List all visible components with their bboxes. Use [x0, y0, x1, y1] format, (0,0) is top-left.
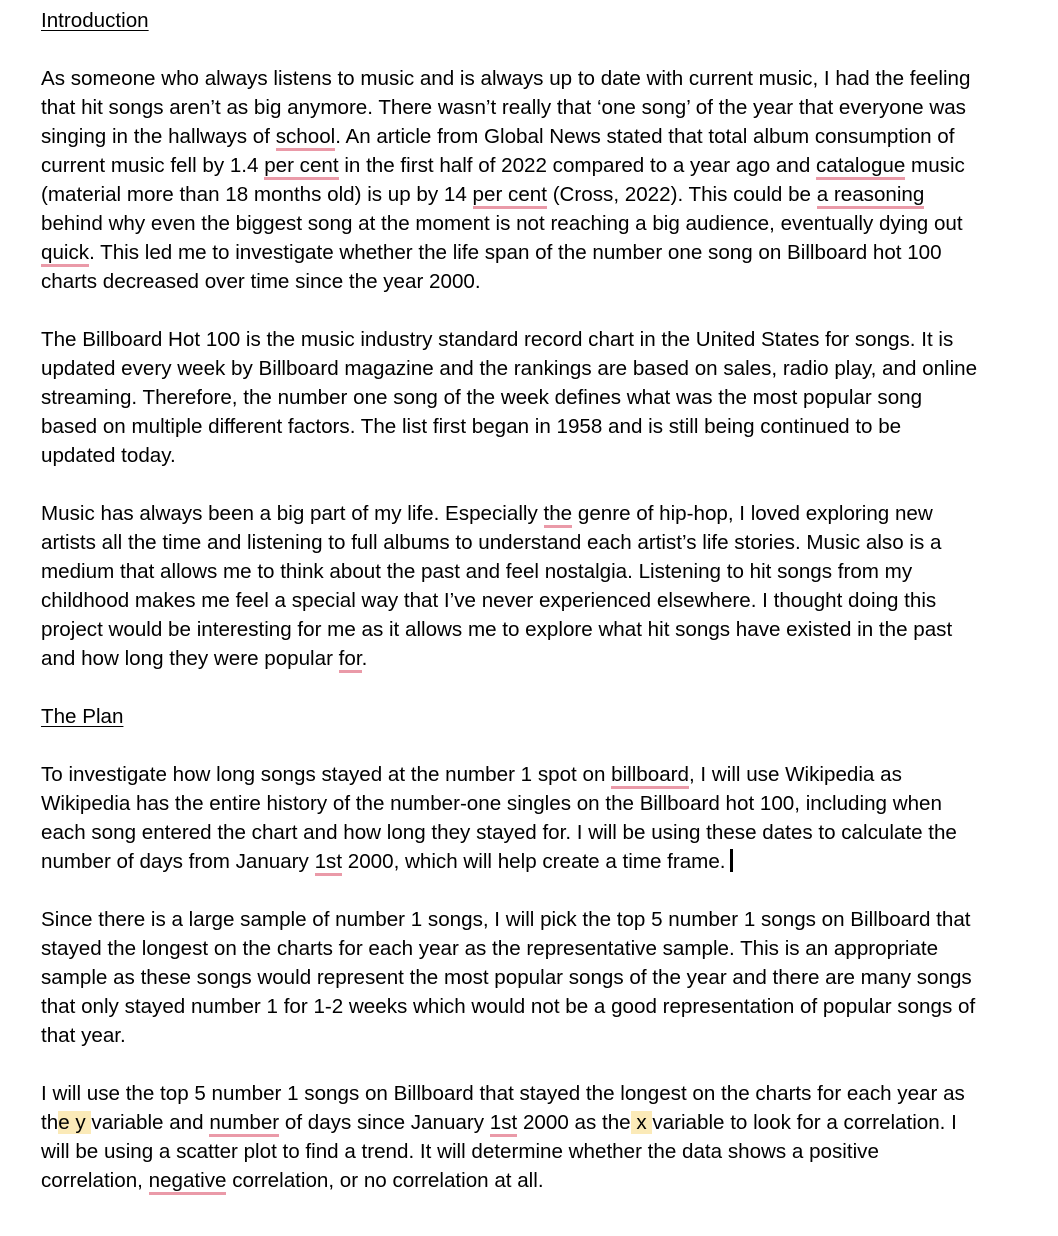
plan-paragraph-1[interactable]: To investigate how long songs stayed at the number 1 spot on billboard, I will use Wikipedia as Wikipedia has the entire history of the number-one singles on the Billboard hot 100, including when each song entered the chart and how long they stayed for. I will be using these dates to calculate the number of days from January 1st 2000, which will help create a time frame. [41, 760, 981, 876]
spellcheck-word[interactable]: for [339, 647, 362, 673]
text-cursor [730, 849, 733, 872]
spellcheck-word[interactable]: per cent [473, 183, 547, 209]
spellcheck-word[interactable]: number [209, 1111, 279, 1137]
spellcheck-word[interactable]: catalogue [816, 154, 905, 180]
introduction-heading: Introduction [41, 9, 149, 32]
highlighted-text[interactable]: x [630, 1111, 653, 1134]
document-page[interactable] [41, 6, 981, 1195]
intro-paragraph-2[interactable]: The Billboard Hot 100 is the music industry standard record chart in the United States for songs. It is updated every week by Billboard magazine and the rankings are based on sales, radio play, and online streaming. Therefore, the number one song of the week defines what was the most popular song based on multiple different factors. The list first began in 1958 and is still being continued to be updated today. [41, 328, 978, 467]
highlighted-text[interactable]: e y [58, 1111, 92, 1134]
plan-paragraph-2[interactable]: Since there is a large sample of number 1 songs, I will pick the top 5 number 1 songs on Billboard that stayed the longest on the charts for each year as the representative sample. This is an appropriate sample as these songs would represent the most popular songs of the year and there are many songs that only stayed number 1 for 1-2 weeks which would not be a good representation of popular songs of that year. [41, 908, 976, 1047]
spellcheck-word[interactable]: per cent [264, 154, 338, 180]
intro-paragraph-1[interactable]: As someone who always listens to music and is always up to date with current music, I had the feeling that hit songs aren’t as big anymore. There wasn’t really that ‘one song’ of the year that everyone was singing in the hallways of school. An article from Global News stated that total album consumption of current music fell by 1.4 per cent in the first half of 2022 compared to a year ago and catalogue music (material more than 18 months old) is up by 14 per cent (Cross, 2022). This could be a reasoning behind why even the biggest song at the moment is not reaching a big audience, eventually dying out quick. This led me to investigate whether the life span of the number one song on Billboard hot 100 charts decreased over time since the year 2000. [41, 67, 971, 293]
spellcheck-word[interactable]: billboard [611, 763, 689, 789]
spellcheck-word[interactable]: negative [149, 1169, 227, 1195]
spellcheck-word[interactable]: quick [41, 241, 89, 267]
intro-paragraph-3[interactable]: Music has always been a big part of my life. Especially the genre of hip-hop, I loved exploring new artists all the time and listening to full albums to understand each artist’s life stories. Music also is a medium that allows me to think about the past and feel nostalgia. Listening to hit songs from my childhood makes me feel a special way that I’ve never experienced elsewhere. I thought doing this project would be interesting for me as it allows me to explore what hit songs have existed in the past and how long they were popular for. [41, 499, 981, 673]
spellcheck-word[interactable]: the [544, 502, 573, 528]
plan-paragraph-3[interactable]: I will use the top 5 number 1 songs on Billboard that stayed the longest on the charts for each year as the y variable and number of days since January 1st 2000 as the x variable to look for a correlation. I will be using a scatter plot to find a trend. It will determine whether the data shows a positive correlation, negative correlation, or no correlation at all. [41, 1079, 981, 1195]
the-plan-heading: The Plan [41, 705, 124, 728]
spellcheck-word[interactable]: school [276, 125, 336, 151]
spellcheck-word[interactable]: a reasoning [817, 183, 925, 209]
spellcheck-word[interactable]: 1st [490, 1111, 517, 1137]
spellcheck-word[interactable]: 1st [315, 850, 342, 876]
